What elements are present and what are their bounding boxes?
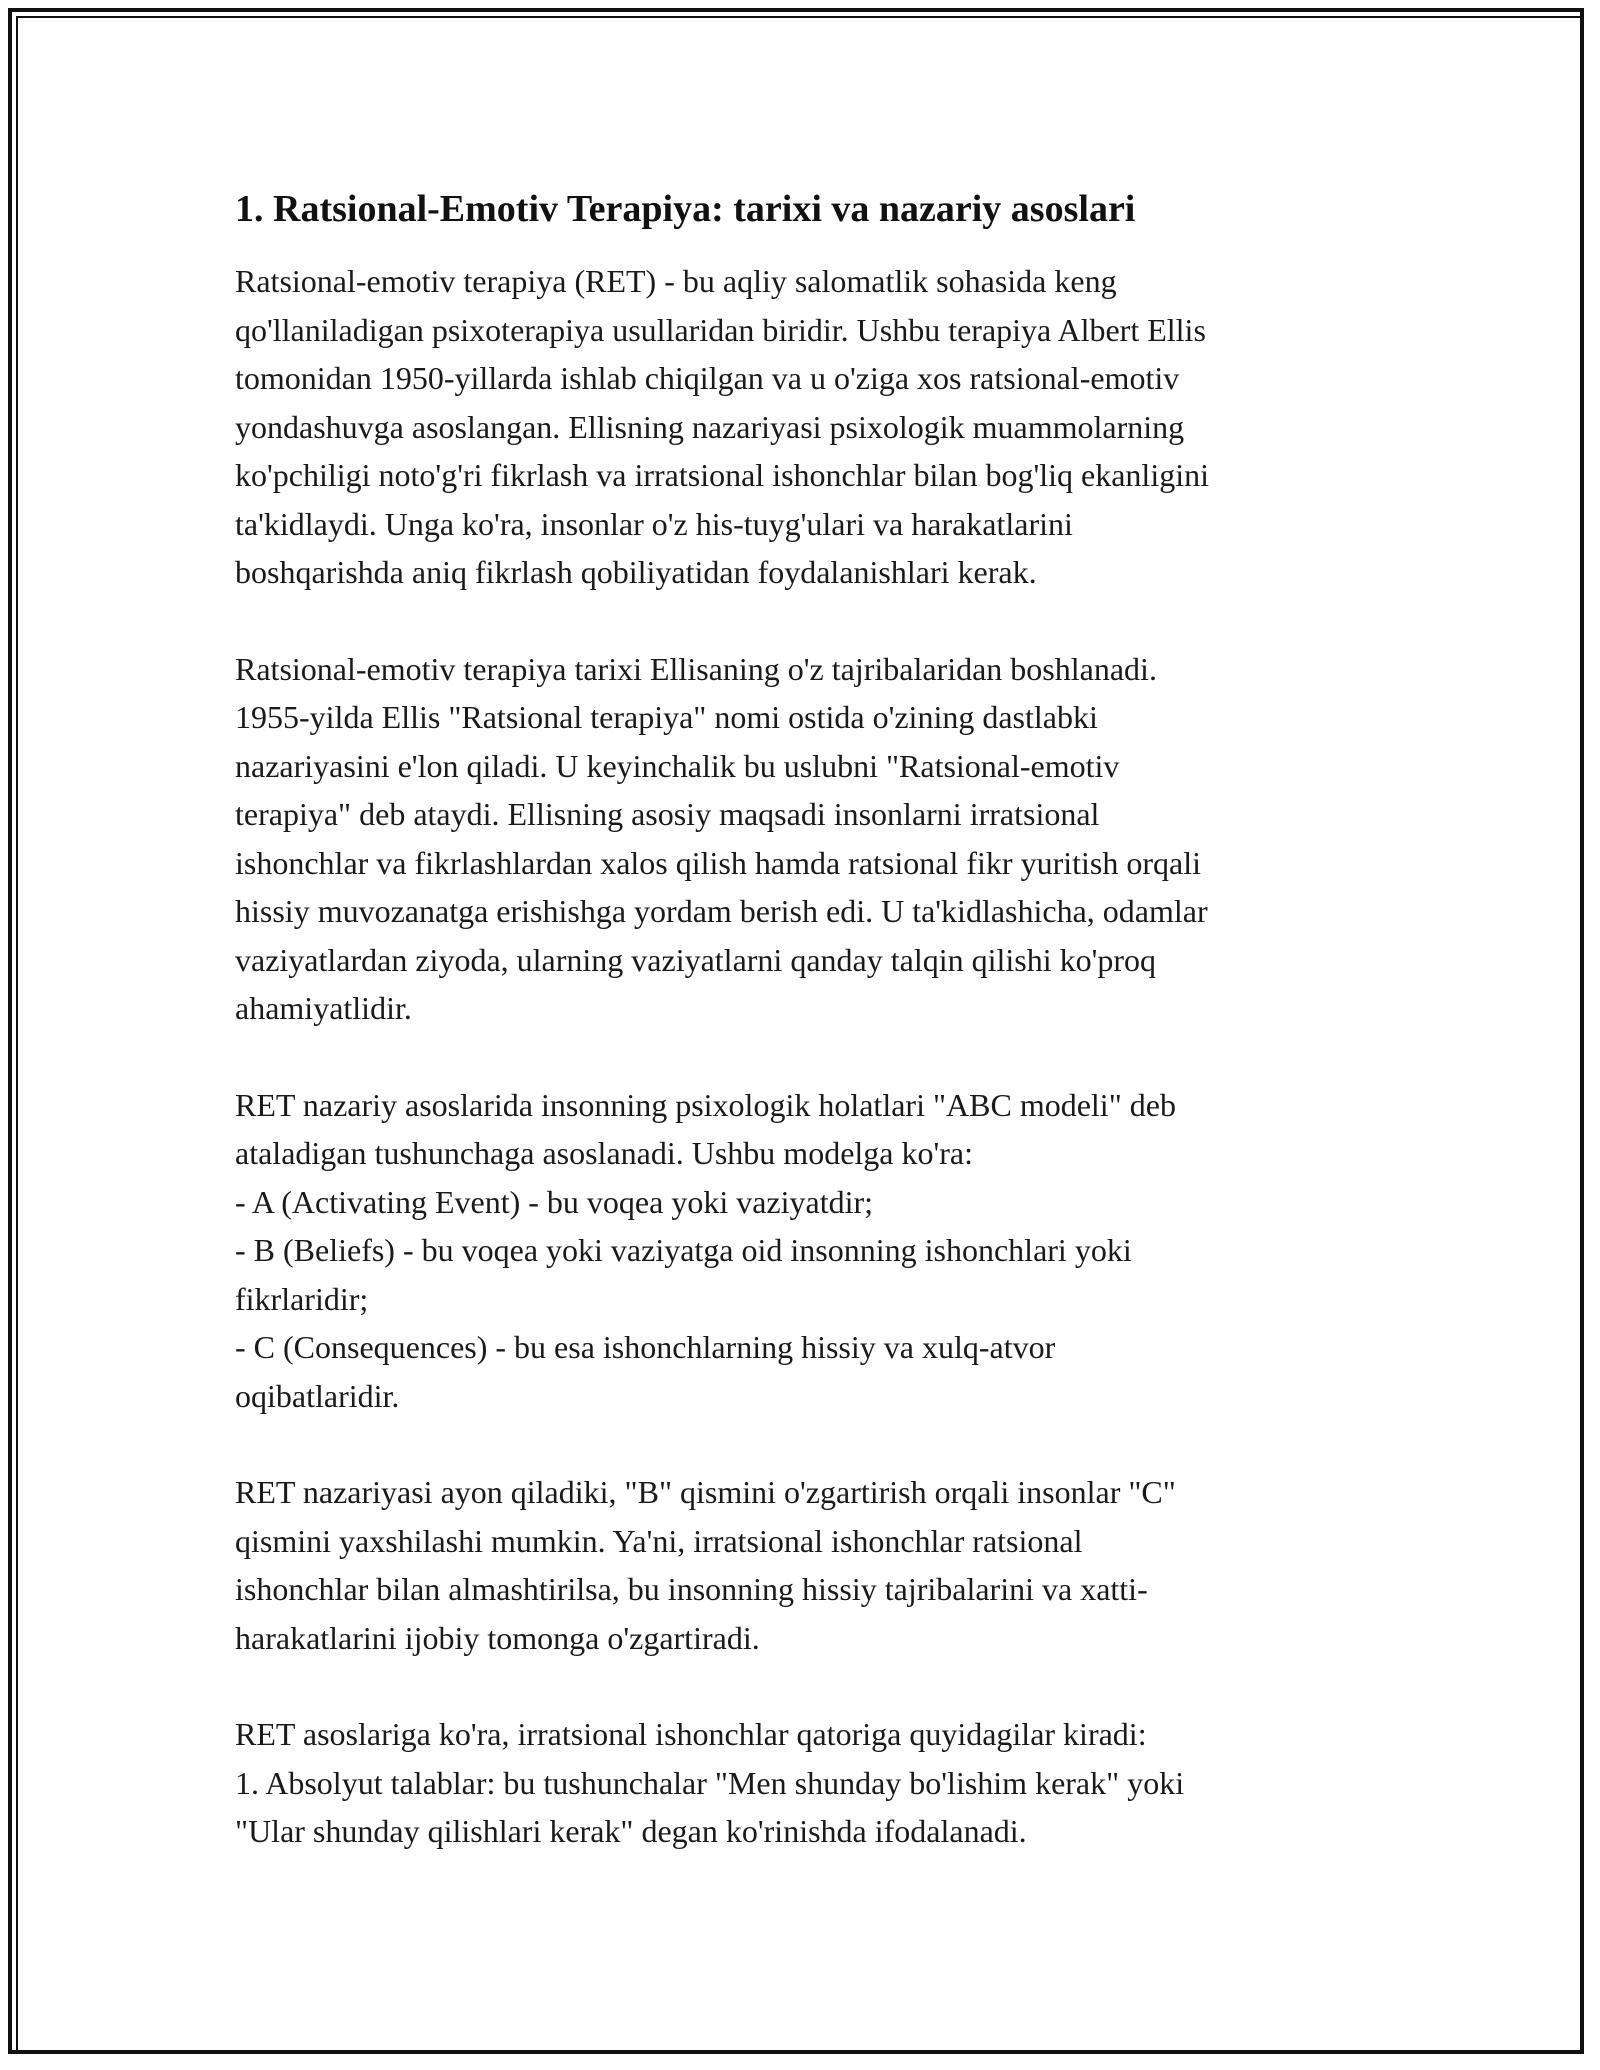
paragraph-ret-intro: Ratsional-emotiv terapiya (RET) - bu aqliy salomatlik sohasida keng qo'llaniladigan psixoterapiya usullaridan biridir. Ushbu terapiya Albert Ellis tomonidan 1950-yillarda ishlab chiqilgan va u o'ziga xos ratsional-emotiv yondashuvga asoslangan. Ellisning nazariyasi psixologik muammolarning ko'pchiligi noto'g'ri fikrlash va irratsional ishonchlar bilan bog'liq ekanligini ta'kidlaydi. Unga ko'ra, insonlar o'z his-tuyg'ulari va harakatlarini boshqarishda aniq fikrlash qobiliyatidan foydalanishlari kerak.: [235, 263, 1209, 590]
paragraph-irrational-beliefs: RET asoslariga ko'ra, irratsional ishonchlar qatoriga quyidagilar kiradi: 1. Absolyut talablar: bu tushunchalar "Men shunday bo'lishim kerak" yoki "Ular shunday qilishlari kerak" degan ko'rinishda ifodalanadi.: [235, 1716, 1185, 1849]
document-title: 1. Ratsional-Emotiv Terapiya: tarixi va nazariy asoslari: [235, 188, 1136, 230]
paragraph-ret-history: Ratsional-emotiv terapiya tarixi Ellisaning o'z tajribalaridan boshlanadi. 1955-yilda Ellis "Ratsional terapiya" nomi ostida o'zining dastlabki nazariyasini e'lon qiladi. U keyinchalik bu uslubni "Ratsional-emotiv terapiya" deb ataydi. Ellisning asosiy maqsadi insonlarni irratsional ishonchlar va fikrlashlardan xalos qilish hamda ratsional fikr yuritish orqali hissiy muvozanatga erishishga yordam berish edi. U ta'kidlashicha, odamlar vaziyatlardan ziyoda, ularning vaziyatlarni qanday talqin qilishi ko'proq ahamiyatlidir.: [235, 650, 1208, 1026]
document-body: [235, 185, 1395, 1856]
paragraph-ret-change: RET nazariyasi ayon qiladiki, "B" qismini o'zgartirish orqali insonlar "C" qismini yaxshilashi mumkin. Ya'ni, irratsional ishonchlar ratsional ishonchlar bilan almashtirilsa, bu insonning hissiy tajribalarini va xatti- harakatlarini ijobiy tomonga o'zgartiradi.: [235, 1474, 1176, 1656]
paragraph-abc-model: RET nazariy asoslarida insonning psixologik holatlari "ABC modeli" deb ataladigan tushunchaga asoslanadi. Ushbu modelga ko'ra: - A (Activating Event) - bu voqea yoki vaziyatdir; - B (Beliefs) - bu voqea yoki vaziyatga oid insonning ishonchlari yoki fikrlaridir; - C (Consequences) - bu esa ishonchlarning hissiy va xulq-atvor oqibatlaridir.: [235, 1086, 1176, 1414]
